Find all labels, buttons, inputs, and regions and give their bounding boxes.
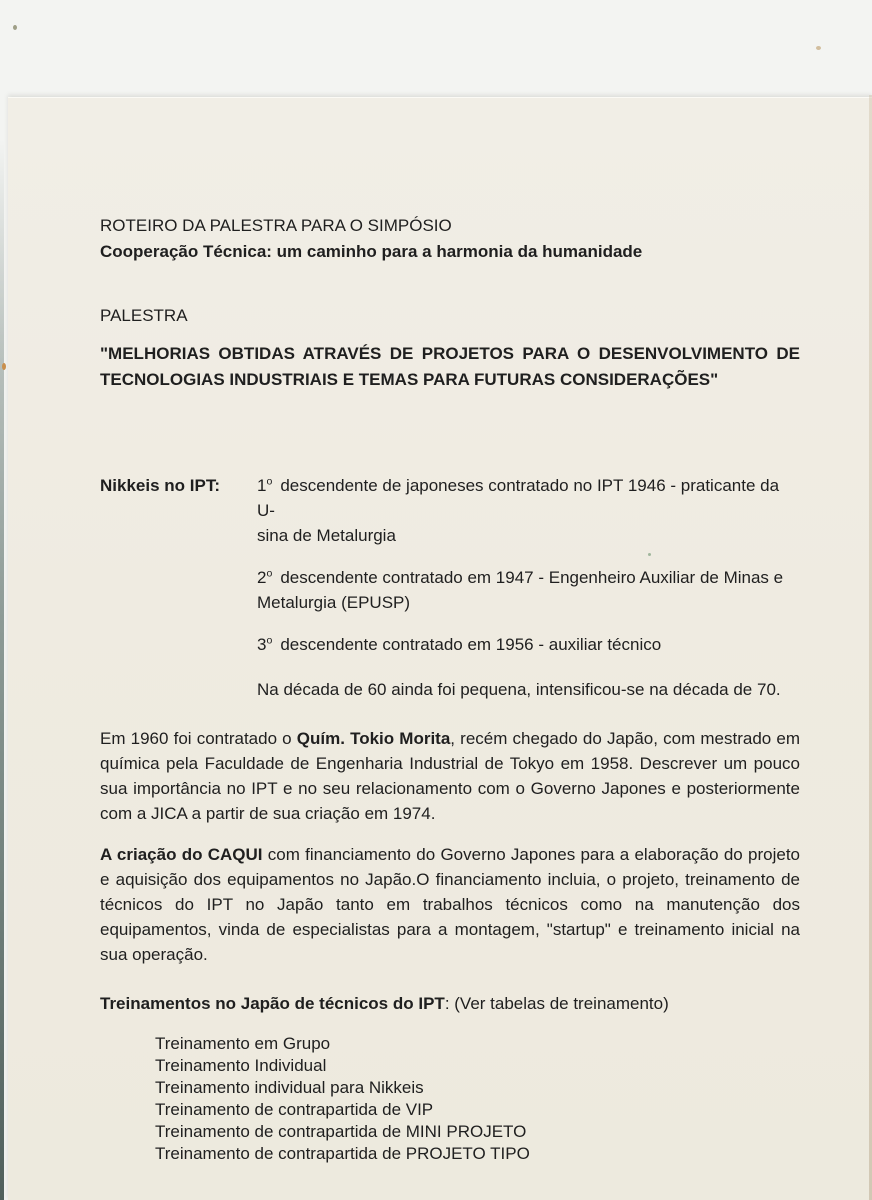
document-title: Cooperação Técnica: um caminho para a harmonia da humanidade bbox=[100, 242, 643, 261]
paragraph-text: com financiamento do Governo Japones para a elaboração do projeto e aquisição dos equipamentos no Japão.O financiamento incluia, o projeto, treinamento de técnicos do IPT no Japão tanto em trabalhos técnicos como na manutenção dos equipamentos, vinda de especialistas para a montagem, "startup" e treinamento inicial na sua operação. bbox=[100, 845, 800, 964]
document-page bbox=[8, 97, 872, 1200]
ordinal-number: 3$^o$ bbox=[257, 634, 273, 654]
trainings-heading-rest: : (Ver tabelas de treinamento) bbox=[444, 994, 669, 1013]
nikkeis-item-3 bbox=[257, 632, 800, 657]
ordinal-number: 1$^o$ bbox=[257, 475, 273, 495]
trainings-list-item: Treinamento em Grupo bbox=[155, 1034, 331, 1053]
nikkeis-item-1 bbox=[257, 473, 800, 548]
ordinal-number: 2$^o$ bbox=[257, 567, 273, 587]
scan-artifact bbox=[816, 46, 821, 50]
paragraph-bold-lead: A criação do CAQUI bbox=[100, 845, 263, 864]
nikkeis-item-2-text: descendente contratado em 1947 - Engenheiro Auxiliar de Minas e bbox=[280, 568, 784, 587]
document-header bbox=[100, 213, 800, 265]
nikkeis-item-1-line-1 bbox=[257, 473, 800, 523]
paragraph-caqui bbox=[100, 842, 800, 967]
lecture-title: "MELHORIAS OBTIDAS ATRAVÉS DE PROJETOS PARA O DESENVOLVIMENTO DE TECNOLOGIAS INDUSTRIAIS E TEMAS PARA FUTURAS CONSIDERAÇÕES" bbox=[100, 344, 800, 389]
trainings-list-item: Treinamento de contrapartida de PROJETO TIPO bbox=[155, 1144, 530, 1163]
trainings-heading-bold: Treinamentos no Japão de técnicos do IPT bbox=[100, 994, 445, 1013]
paragraph-text: , recém chegado do Japão, com mestrado em química pela Faculdade de Engenharia Industrial de Tokyo em 1958. Descrever um pouco sua importância no IPT e no seu relacionamento com o Governo Japones e posteriormente com a JICA a partir de sua criação em 1974. bbox=[100, 729, 801, 823]
trainings-list-item: Treinamento de contrapartida de MINI PROJETO bbox=[155, 1122, 527, 1141]
nikkeis-label: Nikkeis no IPT: bbox=[100, 476, 220, 495]
trainings-list-item: Treinamento de contrapartida de VIP bbox=[155, 1100, 434, 1119]
document-kicker: ROTEIRO DA PALESTRA PARA O SIMPÓSIO bbox=[100, 216, 452, 235]
paragraph-bold-name: Quím. Tokio Morita bbox=[296, 729, 451, 748]
nikkeis-item-1-line-2: sina de Metalurgia bbox=[257, 526, 396, 545]
scan-artifact bbox=[648, 553, 651, 556]
trainings-heading bbox=[100, 991, 800, 1017]
nikkeis-note: Na década de 60 ainda foi pequena, intensificou-se na década de 70. bbox=[257, 680, 781, 699]
section-label-palestra: PALESTRA bbox=[100, 306, 188, 325]
nikkeis-section bbox=[100, 473, 800, 702]
scan-artifact bbox=[13, 25, 17, 30]
scanner-edge-shadow bbox=[0, 140, 4, 1200]
paragraph-tokio-morita bbox=[100, 726, 800, 826]
nikkeis-item-2-line-1 bbox=[257, 565, 800, 590]
nikkeis-item-1-text: descendente de japoneses contratado no IPT 1946 - praticante da U- bbox=[257, 476, 780, 520]
trainings-list-item: Treinamento individual para Nikkeis bbox=[155, 1078, 424, 1097]
scan-artifact bbox=[2, 363, 6, 370]
trainings-list bbox=[155, 1033, 800, 1165]
nikkeis-item-2 bbox=[257, 565, 800, 615]
nikkeis-item-3-line-1 bbox=[257, 632, 800, 657]
paragraph-text: Em 1960 foi contratado o bbox=[100, 729, 297, 748]
nikkeis-items bbox=[257, 473, 800, 702]
nikkeis-item-3-text: descendente contratado em 1956 - auxiliar técnico bbox=[280, 635, 662, 654]
trainings-list-item: Treinamento Individual bbox=[155, 1056, 327, 1075]
nikkeis-item-2-line-2: Metalurgia (EPUSP) bbox=[257, 593, 411, 612]
